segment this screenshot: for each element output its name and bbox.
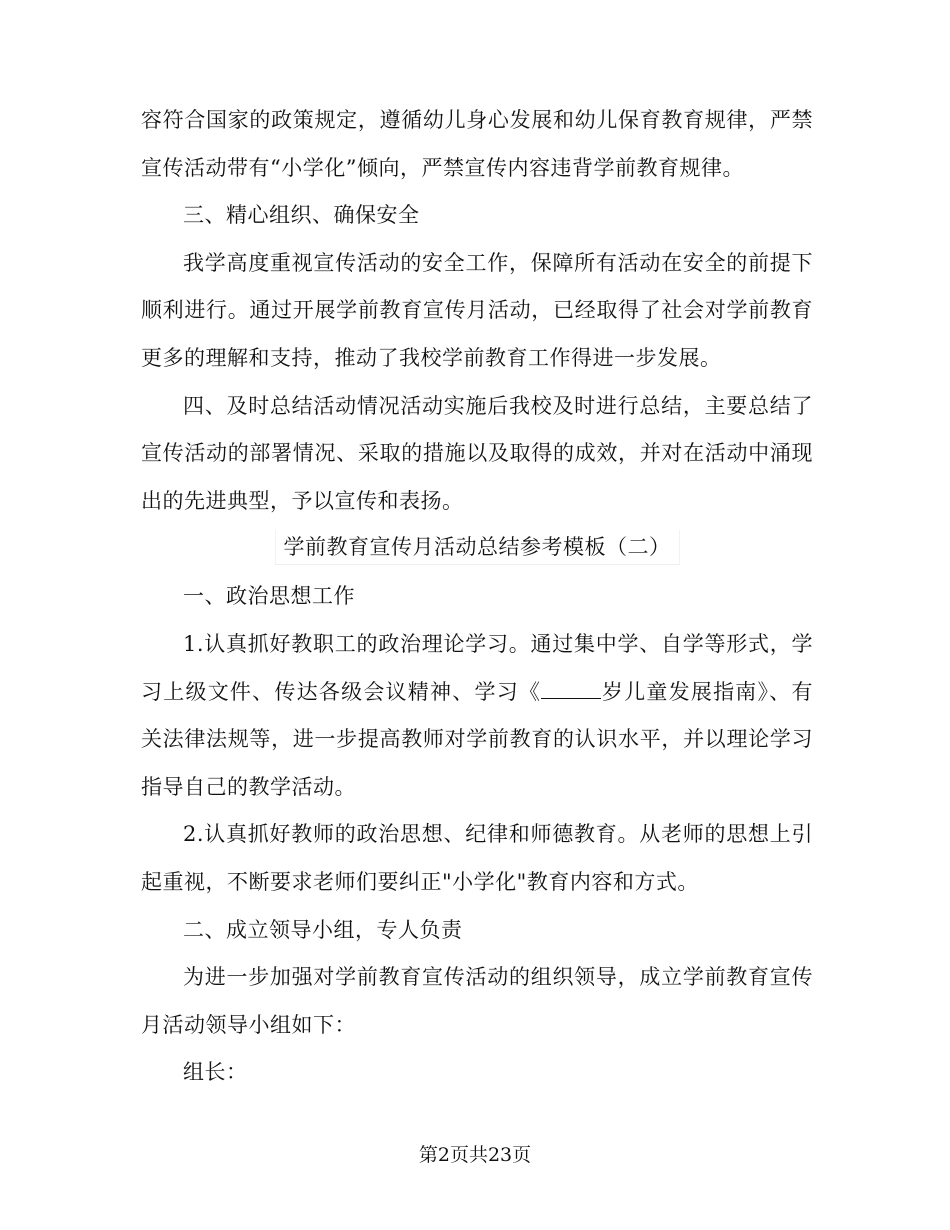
document-heading: 学前教育宣传月活动总结参考模板（二） xyxy=(275,529,680,565)
section-two-title: 二、成立领导小组，专人负责 xyxy=(183,917,463,942)
leader-label: 组长： xyxy=(183,1060,248,1085)
summary-paragraph: 四、及时总结活动情况活动实施后我校及时进行总结，主要总结了宣传活动的部署情况、采取的措施以及取得的成效，并对在活动中涌现出的先进典型，予以宣传和表扬。 xyxy=(141,393,813,513)
item-one-text-a: 1.认真抓好教职工的政治理论学习。通过集中学、自学等形式，学习上级文件、传达各级会议精神、学习《 xyxy=(141,631,813,704)
page-footer: 第2页共23页 xyxy=(418,1144,532,1166)
document-body xyxy=(141,97,813,1097)
section-one-title: 一、政治思想工作 xyxy=(183,584,355,609)
heading-wrap xyxy=(141,525,813,573)
safety-paragraph: 我学高度重视宣传活动的安全工作，保障所有活动在安全的前提下顺利进行。通过开展学前教育宣传月活动，已经取得了社会对学前教育更多的理解和支持，推动了我校学前教育工作得进一步发展。 xyxy=(141,250,813,370)
section-three-title: 三、精心组织、确保安全 xyxy=(183,203,420,228)
item-one-paragraph xyxy=(141,621,813,811)
section-two-body: 为进一步加强对学前教育宣传活动的组织领导，成立学前教育宣传月活动领导小组如下： xyxy=(141,965,813,1037)
item-two-paragraph: 2.认真抓好教师的政治思想、纪律和师德教育。从老师的思想上引起重视，不断要求老师们要纠正"小学化"教育内容和方式。 xyxy=(141,822,813,894)
item-one-text-b: 岁儿童发展指南》、有关法律法规等，进一步提高教师对学前教育的认识水平，并以理论学习指导自己的教学活动。 xyxy=(141,679,814,799)
fill-blank xyxy=(541,680,601,699)
paragraph-continuation: 容符合国家的政策规定，遵循幼儿身心发展和幼儿保育教育规律，严禁宣传活动带有“小学化”倾向，严禁宣传内容违背学前教育规律。 xyxy=(141,108,813,180)
